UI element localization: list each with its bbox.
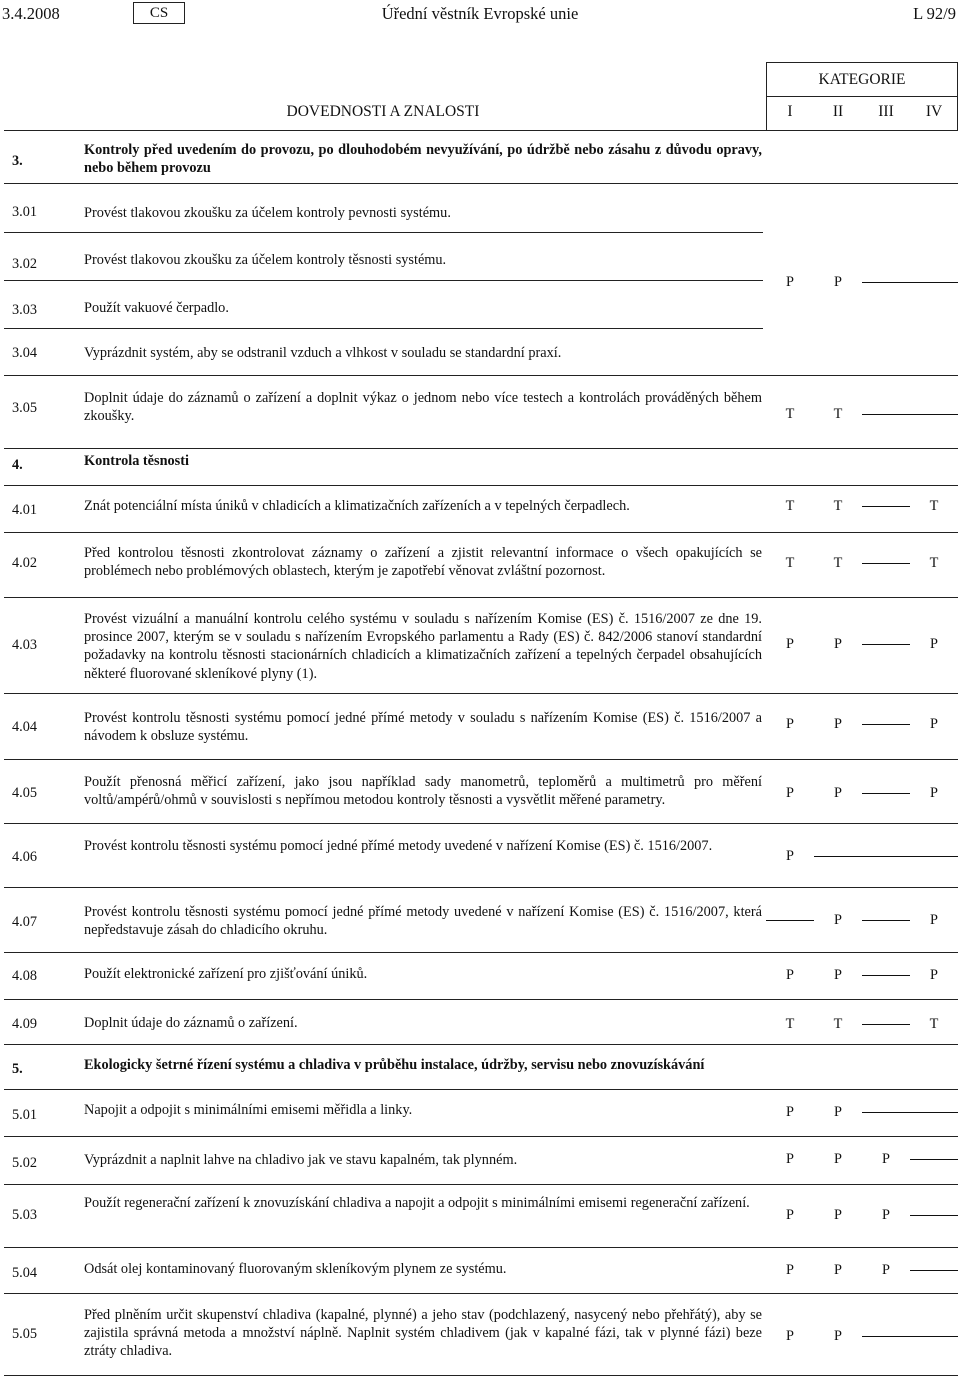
row-text: Před kontrolou těsnosti zkontrolovat záznamy o zařízení a zjistit relevantní informace o všech opakujících se problémech nebo problémových oblastech, kterým je zapotřebí věnovat zvláštní pozornost. (84, 545, 762, 580)
dash-mark (862, 506, 910, 507)
group-3-01-3-04-category-4 (910, 274, 958, 291)
row-3.05-category-3 (862, 406, 910, 423)
row-4.09-category-4: T (929, 1016, 939, 1032)
page-number: L 92/9 (913, 4, 956, 23)
row-5.02-category-2: P (834, 1151, 842, 1167)
row-4.06-category-2 (814, 848, 862, 865)
group-3-01-3-04-category-1: P (786, 274, 794, 290)
row-text: Kontrola těsnosti (84, 453, 189, 469)
row-5.05-category-1: P (786, 1328, 794, 1344)
row-text: Vyprázdnit a naplnit lahve na chladivo jak ve stavu kapalném, tak plynném. (84, 1152, 518, 1168)
dash-mark (862, 563, 910, 564)
dash-mark (814, 856, 862, 857)
table-row (4, 1185, 958, 1248)
row-3.05-category-1: T (785, 406, 795, 422)
row-4.07-category-1 (766, 912, 814, 929)
table-row (4, 329, 958, 376)
row-number: 4.02 (12, 555, 38, 571)
row-4.01-category-1: T (785, 498, 795, 514)
row-4.07-category-2: P (834, 912, 842, 928)
row-4.08-category-4: P (930, 967, 938, 983)
row-3.05-category-2: T (833, 406, 843, 422)
row-4.07-category-3 (862, 912, 910, 929)
dash-mark (910, 1112, 958, 1113)
row-number: 4.08 (12, 968, 38, 984)
row-text: Znát potenciální místa úniků v chladicích a klimatizačních zařízeních a v tepelných čerpadlech. (84, 498, 630, 514)
row-number: 5.01 (12, 1107, 38, 1123)
row-4.05-category-2: P (834, 785, 842, 801)
row-number: 5. (12, 1061, 23, 1077)
row-5.04-category-1: P (786, 1262, 794, 1278)
dash-mark (862, 1336, 910, 1337)
skills-title: DOVEDNOSTI A ZNALOSTI (286, 103, 480, 120)
row-5.04-category-4 (910, 1262, 958, 1279)
group-3-01-3-04-category-2: P (834, 274, 842, 290)
table-row (4, 486, 958, 533)
row-text: Použít vakuové čerpadlo. (84, 300, 229, 316)
row-number: 5.05 (12, 1326, 38, 1342)
row-4.01-category-4: T (929, 498, 939, 514)
row-number: 4.07 (12, 914, 38, 930)
row-5.03-category-2: P (834, 1207, 842, 1223)
row-number: 4.05 (12, 785, 38, 801)
table-row (4, 824, 958, 888)
row-4.06-category-1: P (786, 848, 794, 864)
dash-mark (862, 282, 910, 283)
table-row (4, 1294, 958, 1376)
row-5.02-category-4 (910, 1151, 958, 1168)
row-number: 4.03 (12, 637, 38, 653)
row-text: Provést kontrolu těsnosti systému pomocí jedné přímé metody v souladu s nařízením Komise (ES) č. 1516/2007 a návodem k obsluze systému. (84, 710, 762, 745)
table-row (4, 1248, 958, 1294)
row-5.04-category-2: P (834, 1262, 842, 1278)
row-number: 5.02 (12, 1155, 38, 1171)
row-number: 3. (12, 153, 23, 169)
dash-mark (766, 920, 814, 921)
dash-mark (910, 414, 958, 415)
row-4.01-category-2: T (833, 498, 843, 514)
row-text: Odsát olej kontaminovaný fluorovaným skleníkovým plynem ze systému. (84, 1261, 507, 1277)
row-5.03-category-3: P (882, 1207, 890, 1223)
row-number: 4.04 (12, 719, 38, 735)
row-5.01-category-3 (862, 1104, 910, 1121)
category-col-1: I (787, 103, 793, 120)
row-4.07-category-4: P (930, 912, 938, 928)
row-number: 3.02 (12, 256, 38, 272)
row-4.02-category-3 (862, 555, 910, 572)
row-text: Použít elektronické zařízení pro zjišťování úniků. (84, 966, 368, 982)
row-4.04-category-1: P (786, 716, 794, 732)
row-3.05-category-4 (910, 406, 958, 423)
row-4.09-category-3 (862, 1016, 910, 1033)
table-row (4, 1090, 958, 1137)
row-5.05-category-2: P (834, 1328, 842, 1344)
language-badge: CS (133, 2, 185, 24)
row-4.03-category-3 (862, 636, 910, 653)
row-4.05-category-1: P (786, 785, 794, 801)
dash-mark (910, 1215, 958, 1216)
table-row (4, 533, 958, 598)
dash-mark (862, 1112, 910, 1113)
row-number: 3.01 (12, 204, 38, 220)
dash-mark (910, 1159, 958, 1160)
row-4.03-category-4: P (930, 636, 938, 652)
row-5.01-category-2: P (834, 1104, 842, 1120)
row-4.06-category-3 (862, 848, 910, 865)
dash-mark (910, 856, 958, 857)
dash-mark (862, 644, 910, 645)
dash-mark (862, 920, 910, 921)
row-number: 4.01 (12, 502, 38, 518)
table-row (4, 1000, 958, 1045)
journal-title: Úřední věstník Evropské unie (381, 4, 579, 23)
table-row (4, 760, 958, 824)
dash-mark (862, 975, 910, 976)
row-number: 5.03 (12, 1207, 38, 1223)
table-row (4, 888, 958, 953)
row-text: Provést vizuální a manuální kontrolu celého systému v souladu s nařízením Komise (ES) č. 1516/2007 ze dne 19. prosince 2007, kterým se v souladu s nařízením Evropského parlamentu a Rady (ES) č. 842/2006 stanoví standardní požadavky na kontrolu těsnosti stacionárních chladicích a klimatizačních zařízení a tepelných čerpadel obsahujících některé fluorované skleníkové plyny (1). (84, 611, 762, 682)
row-number: 3.05 (12, 400, 38, 416)
row-text: Napojit a odpojit s minimálními emisemi měřidla a linky. (84, 1102, 413, 1118)
row-5.01-category-4 (910, 1104, 958, 1121)
row-4.05-category-3 (862, 785, 910, 802)
row-4.04-category-2: P (834, 716, 842, 732)
row-5.02-category-3: P (882, 1151, 890, 1167)
category-col-3: III (878, 103, 894, 120)
row-text: Provést tlakovou zkoušku za účelem kontroly těsnosti systému. (84, 252, 447, 268)
row-4.02-category-2: T (833, 555, 843, 571)
row-4.08-category-3 (862, 967, 910, 984)
row-5.05-category-4 (910, 1328, 958, 1345)
row-text: Doplnit údaje do záznamů o zařízení a doplnit výkaz o jednom nebo více testech a kontrolách prováděných během zkoušky. (84, 390, 762, 425)
row-5.03-category-4 (910, 1207, 958, 1224)
row-4.08-category-1: P (786, 967, 794, 983)
row-number: 5.04 (12, 1265, 38, 1281)
table-row (4, 953, 958, 1000)
row-5.04-category-3: P (882, 1262, 890, 1278)
row-4.03-category-1: P (786, 636, 794, 652)
row-text: Provést kontrolu těsnosti systému pomocí jedné přímé metody uvedené v nařízení Komise (ES) č. 1516/2007. (84, 838, 713, 854)
row-4.05-category-4: P (930, 785, 938, 801)
row-text: Použít regenerační zařízení k znovuzískání chladiva a napojit a odpojit s minimálními emisemi regenerační zařízení. (84, 1195, 750, 1211)
dash-mark (910, 1270, 958, 1271)
row-4.01-category-3 (862, 498, 910, 515)
dash-mark (862, 414, 910, 415)
row-4.02-category-1: T (785, 555, 795, 571)
row-5.03-category-1: P (786, 1207, 794, 1223)
table-row (4, 694, 958, 760)
dash-mark (910, 1336, 958, 1337)
table-row (4, 598, 958, 694)
table-row (4, 184, 958, 233)
row-4.04-category-4: P (930, 716, 938, 732)
row-text: Použít přenosná měřicí zařízení, jako jsou například sady manometrů, teploměrů a multimetrů pro měření voltů/ampérů/ohmů v souvislosti s nepřímou metodou kontroly těsnosti a vysvětlit měřené parametry. (84, 774, 762, 809)
row-4.06-category-4 (910, 848, 958, 865)
row-text: Doplnit údaje do záznamů o zařízení. (84, 1015, 298, 1031)
row-number: 3.03 (12, 302, 38, 318)
row-5.05-category-3 (862, 1328, 910, 1345)
page-header (0, 4, 960, 28)
category-col-4: IV (925, 103, 943, 120)
category-title: KATEGORIE (818, 71, 906, 88)
row-4.09-category-2: T (833, 1016, 843, 1032)
table-row (4, 131, 958, 184)
row-text: Před plněním určit skupenství chladiva (kapalné, plynné) a jeho stav (podchlazený, nasycený nebo přehřátý), aby se zajistila správná metoda a množství náplně. Naplnit systém chladivem (jak v kapalné fázi, tak v plynné fázi) beze ztráty chladiva. (84, 1307, 762, 1360)
row-number: 4.09 (12, 1016, 38, 1032)
table-row (4, 1137, 958, 1185)
row-4.03-category-2: P (834, 636, 842, 652)
header-date: 3.4.2008 (2, 4, 60, 23)
row-4.08-category-2: P (834, 967, 842, 983)
dash-mark (862, 793, 910, 794)
category-divider (766, 96, 958, 97)
row-4.02-category-4: T (929, 555, 939, 571)
row-4.09-category-1: T (785, 1016, 795, 1032)
row-5.01-category-1: P (786, 1104, 794, 1120)
row-text: Provést kontrolu těsnosti systému pomocí jedné přímé metody uvedené v nařízení Komise (ES) č. 1516/2007, která nepředstavuje zásah do chladicího okruhu. (84, 904, 762, 939)
dash-mark (910, 282, 958, 283)
dash-mark (862, 856, 910, 857)
row-number: 4.06 (12, 849, 38, 865)
dash-mark (862, 724, 910, 725)
table-row (4, 1045, 958, 1090)
row-4.04-category-3 (862, 716, 910, 733)
row-text: Vyprázdnit systém, aby se odstranil vzduch a vlhkost v souladu se standardní praxí. (84, 345, 562, 361)
table-row (4, 449, 958, 486)
category-col-2: II (832, 103, 844, 120)
dash-mark (862, 1024, 910, 1025)
table-row (4, 376, 958, 449)
row-5.02-category-1: P (786, 1151, 794, 1167)
row-number: 4. (12, 457, 23, 473)
group-3-01-3-04-category-3 (862, 274, 910, 291)
row-number: 3.04 (12, 345, 38, 361)
row-text: Kontroly před uvedením do provozu, po dlouhodobém nevyužívání, po údržbě nebo zásahu z důvodu opravy, nebo během provozu (84, 142, 762, 177)
row-text: Ekologicky šetrné řízení systému a chladiva v průběhu instalace, údržby, servisu nebo znovuzískávání (84, 1057, 705, 1073)
row-text: Provést tlakovou zkoušku za účelem kontroly pevnosti systému. (84, 205, 451, 221)
